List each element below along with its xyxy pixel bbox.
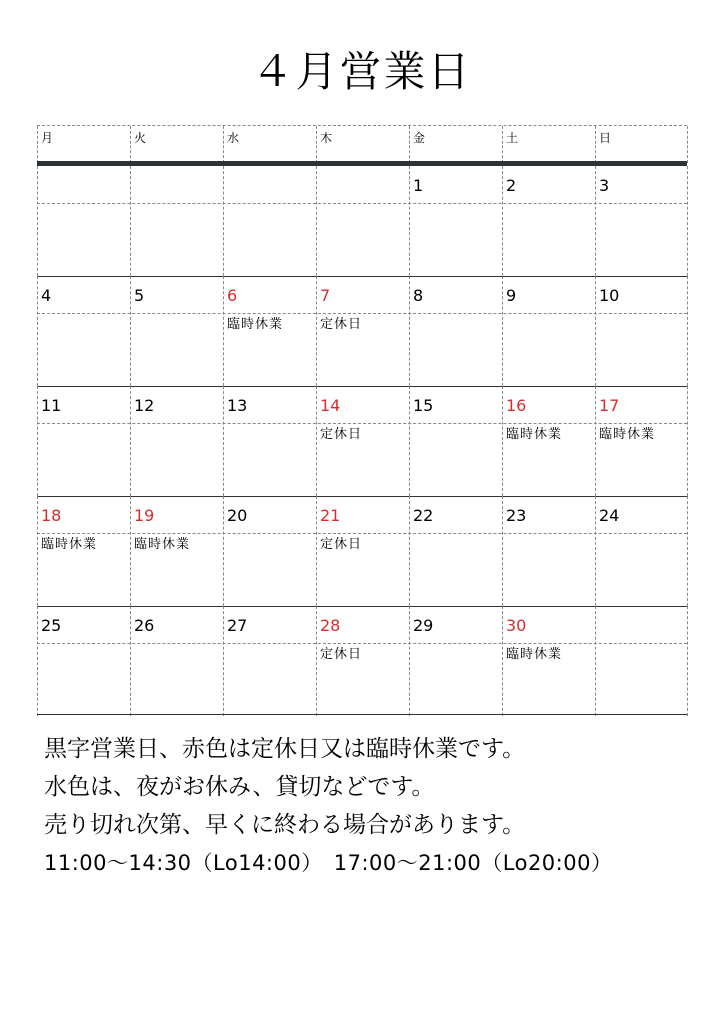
calendar-bottom-border — [37, 714, 687, 715]
day-number: 24 — [599, 506, 620, 525]
note-light-blue: 水色は、夜がお休み、貸切などです。 — [44, 774, 435, 800]
day-number: 8 — [413, 286, 424, 305]
day-cell — [502, 166, 595, 276]
day-cell — [409, 386, 502, 496]
day-number: 27 — [227, 616, 248, 635]
day-number: 4 — [41, 286, 52, 305]
day-cell — [37, 496, 130, 606]
calendar-grid — [37, 125, 687, 715]
day-status: 定休日 — [320, 537, 363, 552]
day-number: 3 — [599, 176, 610, 195]
day-cell — [595, 606, 688, 716]
note-sold-out: 売り切れ次第、早くに終わる場合があります。 — [44, 812, 526, 838]
day-number: 17 — [599, 396, 620, 415]
day-number: 29 — [413, 616, 434, 635]
day-number: 19 — [134, 506, 155, 525]
day-number: 22 — [413, 506, 434, 525]
business-hours: 11:00～14:30（Lo14:00） 17:00～21:00（Lo20:00） — [44, 851, 613, 875]
day-status: 定休日 — [320, 317, 363, 332]
day-cell — [37, 276, 130, 386]
day-cell — [130, 386, 223, 496]
day-status: 定休日 — [320, 427, 363, 442]
day-cell — [595, 166, 688, 276]
day-cell — [37, 166, 130, 276]
day-cell — [130, 276, 223, 386]
day-cell — [502, 276, 595, 386]
day-number: 6 — [227, 286, 238, 305]
day-status: 臨時休業 — [41, 537, 98, 552]
weekday-label: 木 — [316, 126, 409, 163]
day-number: 25 — [41, 616, 62, 635]
day-status: 定休日 — [320, 647, 363, 662]
day-cell — [595, 386, 688, 496]
day-number: 13 — [227, 396, 248, 415]
weekday-label: 金 — [409, 126, 502, 163]
note-legend: 黒字営業日、赤色は定休日又は臨時休業です。 — [44, 736, 526, 762]
calendar-week — [37, 166, 687, 276]
day-number: 9 — [506, 286, 517, 305]
day-status: 臨時休業 — [599, 427, 656, 442]
day-cell — [316, 276, 409, 386]
day-number: 1 — [413, 176, 424, 195]
weekday-header — [37, 125, 687, 163]
day-cell — [130, 496, 223, 606]
day-number: 20 — [227, 506, 248, 525]
day-cell — [37, 606, 130, 716]
day-cell — [502, 496, 595, 606]
day-status: 臨時休業 — [227, 317, 284, 332]
day-cell — [37, 386, 130, 496]
day-cell — [223, 496, 316, 606]
weekday-label: 火 — [130, 126, 223, 163]
weekday-label: 日 — [595, 126, 688, 163]
day-status: 臨時休業 — [506, 647, 563, 662]
weekday-label: 水 — [223, 126, 316, 163]
day-number: 16 — [506, 396, 527, 415]
day-status: 臨時休業 — [134, 537, 191, 552]
day-cell — [223, 276, 316, 386]
calendar-week — [37, 386, 687, 496]
day-cell — [409, 606, 502, 716]
day-cell — [502, 386, 595, 496]
day-number: 5 — [134, 286, 145, 305]
day-cell — [502, 606, 595, 716]
day-cell — [595, 276, 688, 386]
calendar-week — [37, 496, 687, 606]
day-number: 12 — [134, 396, 155, 415]
day-number: 11 — [41, 396, 62, 415]
day-cell — [316, 386, 409, 496]
day-cell — [316, 166, 409, 276]
day-cell — [223, 606, 316, 716]
day-cell — [130, 166, 223, 276]
day-cell — [130, 606, 223, 716]
day-number: 28 — [320, 616, 341, 635]
day-cell — [223, 166, 316, 276]
day-cell — [223, 386, 316, 496]
day-cell — [316, 496, 409, 606]
day-number: 26 — [134, 616, 155, 635]
day-cell — [409, 166, 502, 276]
day-number: 18 — [41, 506, 62, 525]
weekday-label: 土 — [502, 126, 595, 163]
day-number: 23 — [506, 506, 527, 525]
day-cell — [409, 276, 502, 386]
day-number: 21 — [320, 506, 341, 525]
page-title: ４月営業日 — [251, 47, 472, 96]
calendar-week — [37, 276, 687, 386]
day-number: 2 — [506, 176, 517, 195]
day-number: 10 — [599, 286, 620, 305]
notes-section — [44, 732, 704, 884]
day-cell — [409, 496, 502, 606]
day-cell — [595, 496, 688, 606]
day-number: 14 — [320, 396, 341, 415]
calendar-week — [37, 606, 687, 716]
day-number: 30 — [506, 616, 527, 635]
day-cell — [316, 606, 409, 716]
weekday-label: 月 — [37, 126, 130, 163]
day-number: 15 — [413, 396, 434, 415]
day-status: 臨時休業 — [506, 427, 563, 442]
day-number: 7 — [320, 286, 331, 305]
